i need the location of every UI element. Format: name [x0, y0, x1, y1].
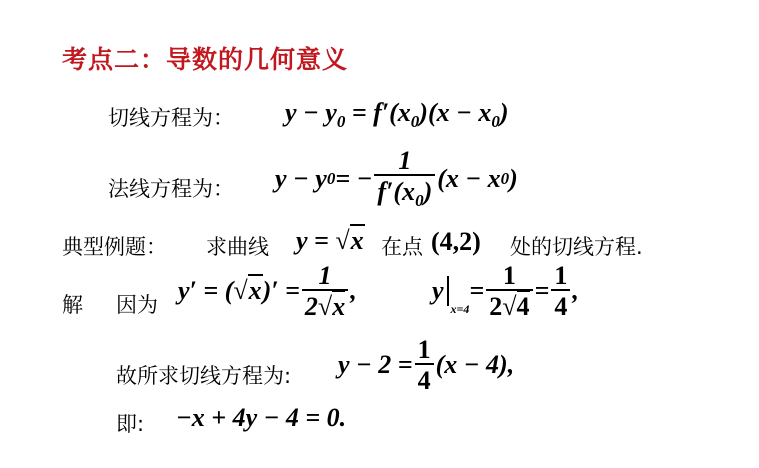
conclusion-fraction: $\frac{1}{4}$ [415, 336, 434, 395]
normal-equation: y − y 0 = − $\frac{1}{f'(x_0)}$ (x − x 0 ) [275, 146, 518, 211]
derivative-equation: y′ = ( √x )′ = $\frac{1}{2√x}$ , [178, 261, 357, 322]
normal-label: 法线方程为： [108, 177, 234, 201]
tangent-equation: $y - y_0 = f'(x_0)(x - x_0)$ [285, 98, 509, 131]
conclusion-equation: y − 2 = $\frac{1}{4}$ (x − 4), [338, 335, 515, 396]
normal-fraction: $\frac{1}{f'(x_0)}$ [374, 147, 435, 210]
example-label: 典型例题： [62, 235, 167, 259]
final-equation: −x + 4y − 4 = 0. [176, 403, 347, 432]
derivative-fraction: $\frac{1}{2√x}$ [302, 262, 348, 321]
solution-label: 解 [62, 293, 83, 317]
conclusion-label: 故所求切线方程为: [116, 364, 292, 388]
slope-fraction: $\frac{1}{4}$ [551, 262, 570, 321]
tangent-label: 切线方程为： [108, 106, 234, 130]
example-text-2: 在点 [381, 235, 423, 259]
evaluation-equation: y x=4 = $\frac{1}{2√4}$ = $\frac{1}{4}$ , [432, 261, 579, 322]
example-point: (4,2) [431, 227, 481, 256]
evaluation-fraction: $\frac{1}{2√4}$ [486, 262, 532, 321]
final-label: 即: [116, 412, 145, 436]
curve-expression: y = √x [296, 226, 364, 255]
page-title: 考点二：导数的几何意义 [62, 45, 349, 74]
example-text-1: 求曲线 [206, 235, 269, 259]
sqrt-symbol: √x [335, 226, 364, 255]
because-label: 因为 [116, 293, 158, 317]
example-text-3: 处的切线方程. [510, 235, 643, 259]
